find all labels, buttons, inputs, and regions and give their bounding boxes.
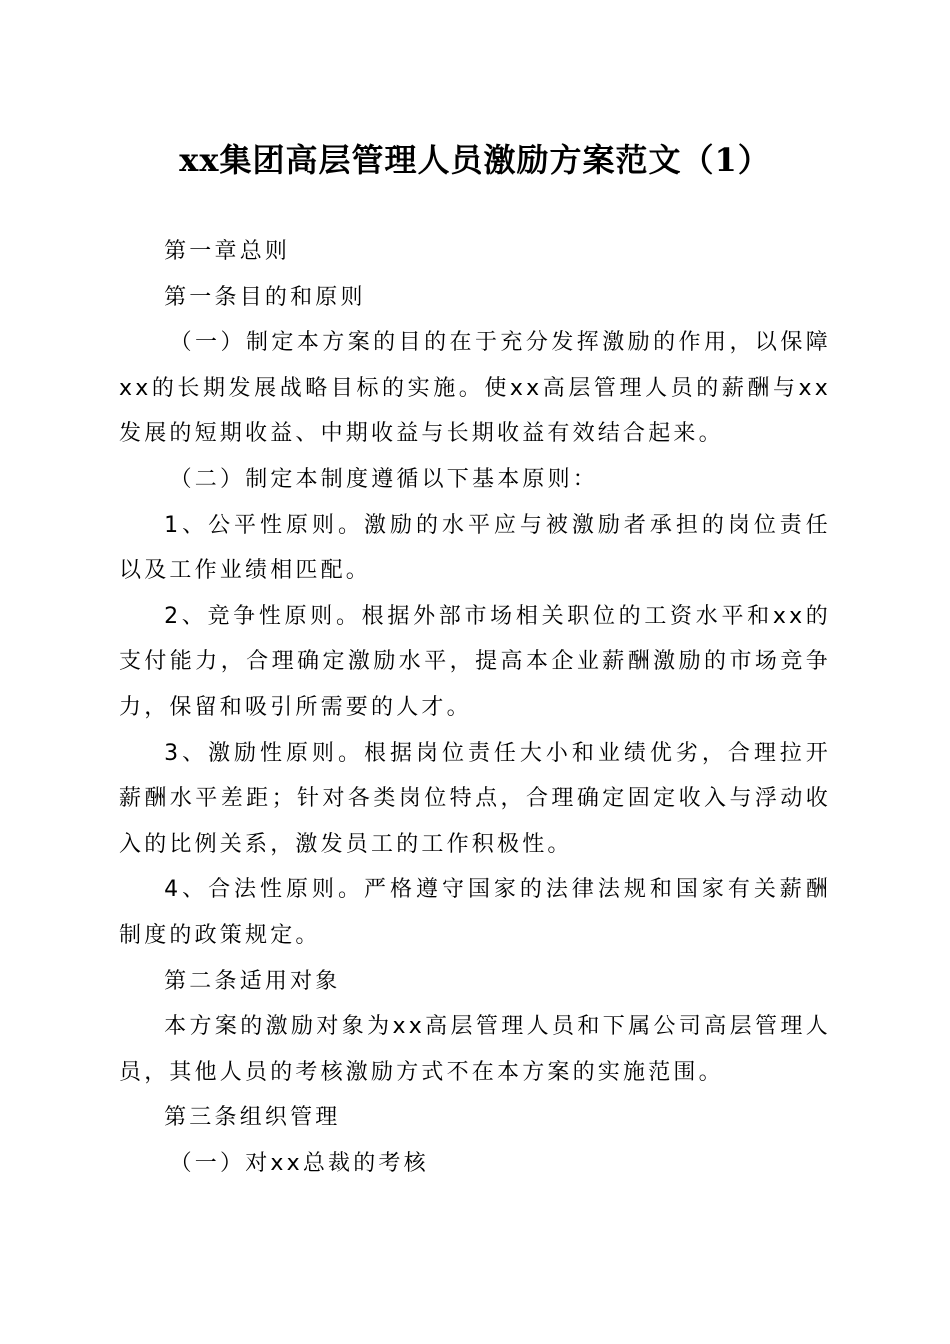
article-heading: 第二条适用对象 (164, 968, 341, 994)
paragraph: 1、公平性原则。激励的水平应与被激励者承担的岗位责任以及工作业绩相匹配。 (119, 512, 831, 584)
document-title: xx集团高层管理人员激励方案范文（1） (179, 141, 771, 179)
paragraph: （二）制定本制度遵循以下基本原则： (169, 466, 598, 492)
paragraph: （一）制定本方案的目的在于充分发挥激励的作用，以保障xx的长期发展战略目标的实施。使xx高层管理人员的薪酬与xx发展的短期收益、中期收益与长期收益有效结合起来。 (119, 330, 831, 447)
paragraph: 4、合法性原则。严格遵守国家的法律法规和国家有关薪酬制度的政策规定。 (119, 877, 831, 948)
article-heading: 第一条目的和原则 (164, 284, 366, 310)
paragraph: 2、竞争性原则。根据外部市场相关职位的工资水平和xx的支付能力，合理确定激励水平，提高本企业薪酬激励的市场竞争力，保留和吸引所需要的人才。 (119, 603, 831, 720)
paragraph: 3、激励性原则。根据岗位责任大小和业绩优劣，合理拉开薪酬水平差距；针对各类岗位特点，合理确定固定收入与浮动收入的比例关系，激发员工的工作积极性。 (119, 740, 831, 857)
paragraph: （一）对xx总裁的考核 (169, 1150, 429, 1176)
chapter-heading: 第一章总则 (164, 239, 291, 264)
article-heading: 第三条组织管理 (164, 1105, 341, 1131)
document-body (119, 229, 831, 1186)
paragraph: 本方案的激励对象为xx高层管理人员和下属公司高层管理人员，其他人员的考核激励方式不在本方案的实施范围。 (119, 1014, 831, 1085)
